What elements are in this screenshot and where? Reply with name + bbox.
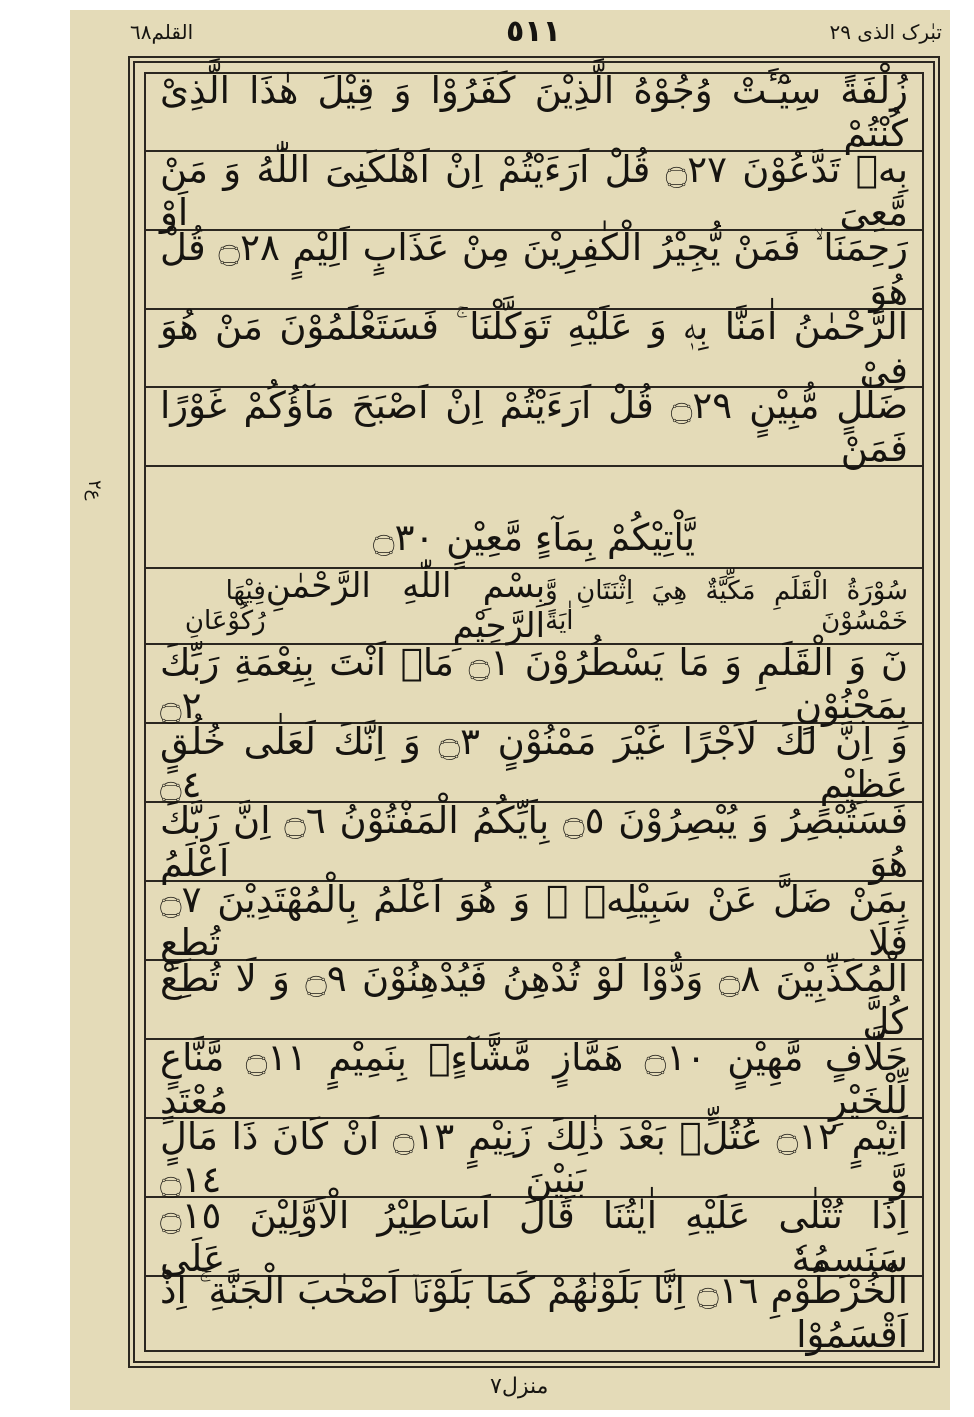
header-surah-name: القلم٦٨	[130, 20, 194, 44]
line-text: ضَلٰلٍ مُّبِیْنٍ ۝٢٩ قُلْ اَرَءَیْتُمْ اِنْ اَصْبَحَ مَآؤُكُمْ غَوْرًا فَمَنْ	[160, 383, 908, 470]
surah-ruku-count: فِيْهَا رُكُوْعَانِ	[184, 576, 266, 636]
text-line	[146, 798, 922, 885]
line-text: نٓ وَ الْقَلَمِ وَ مَا یَسْطُرُوْنَ ۝١ مَاۤ اَنْتَ بِنِعْمَةِ رَبِّكَ بِمَجْنُوْنٍ ۝٢	[160, 640, 908, 727]
line-text: یَّاْتِیْكُمْ بِمَآءٍ مَّعِیْنٍ ۝٣٠	[372, 515, 696, 559]
surah-header	[146, 566, 922, 646]
text-frame	[128, 56, 940, 1368]
text-line	[146, 147, 922, 234]
ruku-margin-note: ع٢	[84, 480, 105, 501]
page-header	[126, 16, 946, 50]
text-line	[146, 877, 922, 964]
mushaf-page	[70, 10, 950, 1410]
text-line	[146, 956, 922, 1043]
line-text: اِذَا تُتْلٰى عَلَیْهِ اٰیٰتُنَا قَالَ اَسَاطِیْرُ الْاَوَّلِیْنَ ۝١٥ سَنَسِمُهٗ عَلَى	[160, 1193, 908, 1280]
text-line	[146, 1114, 922, 1201]
line-text: زُلْفَةً سِیْٓـَٔتْ وُجُوْهُ الَّذِیْنَ كَفَرُوْا وَ قِیْلَ هٰذَا الَّذِیْ كُنْتُمْ	[160, 69, 908, 155]
text-line	[146, 69, 922, 155]
text-line	[146, 226, 922, 313]
line-text: اَثِیْمٍ ۝١٢ عُتُلٍّۭ بَعْدَ ذٰلِكَ زَنِیْمٍ ۝١٣ اَنْ كَانَ ذَا مَالٍ وَّ بَنِیْنَ ۝١٤	[160, 1114, 908, 1201]
line-text: وَ اِنَّ لَكَ لَاَجْرًا غَیْرَ مَمْنُوْنٍ ۝٣ وَ اِنَّكَ لَعَلٰى خُلُقٍ عَظِیْمٍ ۝٤	[160, 719, 908, 806]
text-area	[144, 69, 924, 1356]
line-text: رَحِمَنَا ۙ فَمَنْ یُّجِیْرُ الْكٰفِرِیْنَ مِنْ عَذَابٍ اَلِیْمٍ ۝٢٨ قُلْ هُوَ	[160, 226, 908, 313]
manzil-footer: منزل٧	[490, 1374, 549, 1399]
text-line	[146, 640, 922, 727]
page-number: ٥١١	[506, 14, 561, 49]
line-text: الْمُكَذِّبِیْنَ ۝٨ وَدُّوْا لَوْ تُدْهِنُ فَیُدْهِنُوْنَ ۝٩ وَ لَا تُطِعْ كُلَّ	[160, 956, 908, 1043]
line-text: الرَّحْمٰنُ اٰمَنَّا بِهٖ وَ عَلَیْهِ تَوَكَّلْنَا ۚ فَسَتَعْلَمُوْنَ مَنْ هُوَ فِیْ	[160, 304, 908, 392]
line-text: الْخُرْطُوْمِ ۝١٦ اِنَّا بَلَوْنٰهُمْ كَمَا بَلَوْنَاۤ اَصْحٰبَ الْجَنَّةِ ۚ اِذْ اَقْسَمُوْا	[160, 1269, 908, 1356]
text-line	[146, 467, 922, 569]
line-text: فَسَتُبْصِرُ وَ یُبْصِرُوْنَ ۝٥ بِاَیِّكُمُ الْمَفْتُوْنُ ۝٦ اِنَّ رَبَّكَ هُوَ اَعْلَمُ	[160, 798, 909, 885]
bismillah: بِسْمِ اللّٰهِ الرَّحْمٰنِ الرَّحِیْمِ	[265, 566, 546, 646]
line-text: بِهٖ تَدَّعُوْنَ ۝٢٧ قُلْ اَرَءَیْتُمْ اِنْ اَهْلَكَنِیَ اللّٰهُ وَ مَنْ مَّعِیَ اَوْ	[160, 147, 908, 234]
header-juz-name: تبٰرک الذی ٢٩	[829, 20, 942, 44]
text-line	[146, 383, 922, 470]
surah-title: سُوْرَةُ الْقَلَمِ مَكِّيَّةٌ هِيَ اِثْنَتَانِ وَّ خَمْسُوْنَ اٰيَةً	[545, 576, 908, 636]
line-text: بِمَنْ ضَلَّ عَنْ سَبِیْلِهٖ ۪ وَ هُوَ اَعْلَمُ بِالْمُهْتَدِیْنَ ۝٧ فَلَا تُطِعِ	[160, 877, 908, 964]
text-line	[146, 1269, 922, 1356]
text-line	[146, 1035, 922, 1122]
text-line	[146, 304, 922, 392]
text-line	[146, 1193, 922, 1280]
text-line	[146, 719, 922, 806]
line-text: حَلَّافٍ مَّهِیْنٍ ۝١٠ هَمَّازٍ مَّشَّآءٍۭ بِنَمِیْمٍ ۝١١ مَّنَّاعٍ لِّلْخَیْرِ مُعْتَدٍ	[160, 1035, 908, 1122]
